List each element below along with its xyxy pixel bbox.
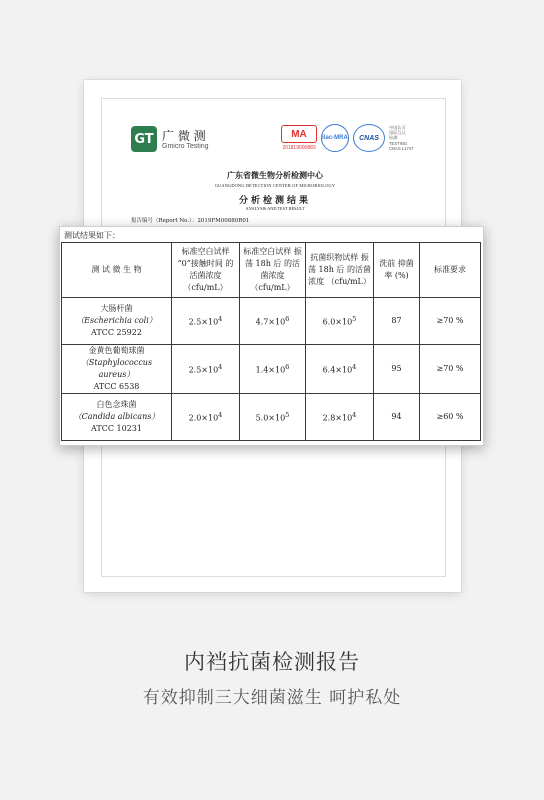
header-inhibition-rate: 洗前 抑菌率 (%) bbox=[374, 243, 420, 298]
organism-cell: 白色念珠菌 （Candida albicans） ATCC 10231 bbox=[62, 394, 172, 441]
organism-cell: 金黄色葡萄球菌 （Staphylococcus aureus） ATCC 6538 bbox=[62, 345, 172, 394]
table-row bbox=[62, 394, 481, 441]
requirement-cell: ≥70 % bbox=[420, 345, 481, 394]
results-table bbox=[61, 242, 481, 441]
cma-icon: MA bbox=[281, 125, 317, 143]
org-title: 广东省微生物分析检测中心 bbox=[227, 170, 323, 180]
header-blank-0h: 标准空白试样 “0”接触时间 的活菌浓度 （cfu/mL） bbox=[172, 243, 240, 298]
gmicro-logo-icon: GT bbox=[131, 126, 157, 152]
requirement-cell: ≥70 % bbox=[420, 298, 481, 345]
blank-0h-cell: $2.5\times 10^4$ bbox=[172, 345, 240, 394]
blank-0h-cell: $2.5\times 10^4$ bbox=[172, 298, 240, 345]
blank-18h-cell: $1.4\times 10^6$ bbox=[240, 345, 306, 394]
inhibition-rate-cell: 95 bbox=[374, 345, 420, 394]
results-heading: 测试结果如下： bbox=[64, 231, 120, 240]
antibacterial-18h-cell: $6.0\times 10^5$ bbox=[306, 298, 374, 345]
inhibition-rate-cell: 94 bbox=[374, 394, 420, 441]
table-header-row bbox=[62, 243, 481, 298]
cma-number: 201819000883 bbox=[282, 145, 316, 151]
blank-0h-cell: $2.0\times 10^4$ bbox=[172, 394, 240, 441]
ilac-mra-icon: ilac-MRA bbox=[321, 124, 349, 152]
blank-18h-cell: $5.0\times 10^5$ bbox=[240, 394, 306, 441]
organism-cell: 大肠杆菌 （Escherichia coli） ATCC 25922 bbox=[62, 298, 172, 345]
inhibition-rate-cell: 87 bbox=[374, 298, 420, 345]
requirement-cell: ≥60 % bbox=[420, 394, 481, 441]
cma-mark bbox=[281, 125, 317, 151]
gmicro-logo bbox=[131, 126, 209, 152]
report-title-en: ANALYSIS AND TEST RESULT bbox=[245, 206, 305, 211]
header-organism: 测 试 微 生 物 bbox=[62, 243, 172, 298]
header-antibacterial-18h: 抗菌织物试样 振荡 18h 后 的活菌浓度 （cfu/mL） bbox=[306, 243, 374, 298]
header-blank-18h: 标准空白试样 振荡 18h 后 的活菌浓度 （cfu/mL） bbox=[240, 243, 306, 298]
table-row bbox=[62, 345, 481, 394]
org-title-en: GUANGDONG DETECTION CENTER OF MICROBIOLOGY bbox=[214, 183, 336, 188]
header-requirement: 标准要求 bbox=[420, 243, 481, 298]
results-table-card bbox=[59, 226, 484, 446]
caption-subtitle: 有效抑制三大细菌滋生 呵护私处 bbox=[142, 688, 402, 708]
table-row bbox=[62, 298, 481, 345]
antibacterial-18h-cell: $6.4\times 10^4$ bbox=[306, 345, 374, 394]
report-number: 报告编号（Report No.）：2019FM00880R01 bbox=[131, 218, 250, 224]
cnas-icon: CNAS bbox=[353, 124, 385, 152]
logo-name-cn: 广 微 测 bbox=[162, 128, 206, 143]
antibacterial-18h-cell: $2.8\times 10^4$ bbox=[306, 394, 374, 441]
report-title: 分析检测结果 bbox=[238, 196, 311, 206]
logo-name-en: Gmicro Testing bbox=[162, 142, 209, 150]
certification-marks bbox=[281, 124, 419, 152]
blank-18h-cell: $4.7\times 10^6$ bbox=[240, 298, 306, 345]
cnas-side-text: 中国认可 国际互认 检测 TESTING CNAS L1747 bbox=[389, 124, 414, 151]
caption-title: 内裆抗菌检测报告 bbox=[184, 650, 360, 674]
